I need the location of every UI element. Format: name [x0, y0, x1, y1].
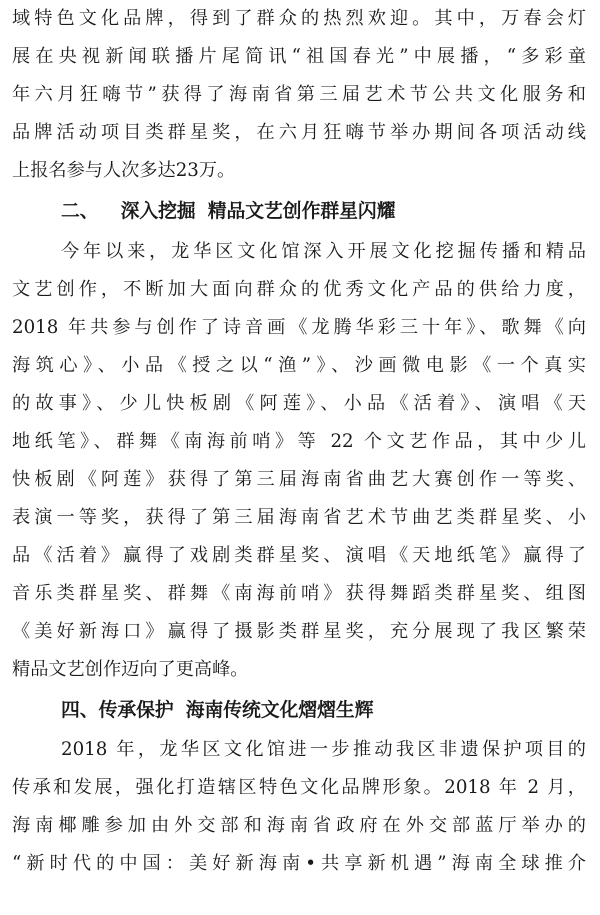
paragraph-2-line-12: 精品文艺创作迈向了更高峰。 — [12, 659, 249, 680]
paragraph-2-line-1: 今年以来，龙华区文化馆深入开展文化挖掘传播和精品 — [61, 241, 586, 262]
paragraph-2-line-7: 快板剧《阿莲》获得了第三届海南省曲艺大赛创作一等奖、 — [12, 469, 586, 490]
paragraph-3-line-3: 海南椰雕参加由外交部和海南省政府在外交部蓝厅举办的 — [12, 815, 586, 836]
paragraph-3-line-4: “新时代的中国：美好新海南•共享新机遇”海南全球推介 — [12, 853, 586, 874]
section-4-title-part-a: 传承保护 — [98, 700, 174, 721]
paragraph-1-line-5: 上报名参与人次多达23万。 — [12, 160, 236, 181]
paragraph-2-line-4: 海筑心》、小品《授之以“渔”》、沙画微电影《一个真实 — [12, 355, 586, 376]
paragraph-1-line-2: 展在央视新闻联播片尾简讯“祖国春光”中展播，“多彩童 — [12, 46, 586, 67]
paragraph-2-line-6: 地纸笔》、群舞《南海前哨》等 22 个文艺作品，其中少儿 — [12, 431, 586, 452]
paragraph-2-line-8: 表演一等奖，获得了第三届海南省艺术节曲艺类群星奖、小 — [12, 507, 586, 528]
paragraph-3-line-1: 2018 年，龙华区文化馆进一步推动我区非遗保护项目的 — [61, 739, 586, 760]
paragraph-1-line-3: 年六月狂嗨节”获得了海南省第三届艺术节公共文化服务和 — [12, 84, 586, 105]
paragraph-3-line-2: 传承和发展，强化打造辖区特色文化品牌形象。2018 年 2 月， — [12, 777, 586, 798]
paragraph-2-line-9: 品《活着》赢得了戏剧类群星奖、演唱《天地纸笔》赢得了 — [12, 545, 586, 566]
section-4-heading — [0, 692, 586, 729]
paragraph-2-line-3: 2018 年共参与创作了诗音画《龙腾华彩三十年》、歌舞《向 — [12, 317, 586, 338]
paragraph-1-line-4: 品牌活动项目类群星奖，在六月狂嗨节举办期间各项活动线 — [12, 122, 586, 143]
section-2-title-part-a: 深入挖掘 — [120, 201, 196, 222]
paragraph-2-line-2: 文艺创作，不断加大面向群众的优秀文化产品的供给力度， — [12, 279, 586, 300]
section-4-number: 四、 — [61, 700, 99, 721]
section-4-title-part-b: 海南传统文化熠熠生辉 — [185, 700, 374, 721]
section-2-title-part-b: 精品文艺创作群星闪耀 — [207, 201, 396, 222]
section-2-number: 二、 — [61, 201, 99, 222]
section-2-heading — [0, 193, 586, 230]
paragraph-2-line-5: 的故事》、少儿快板剧《阿莲》、小品《活着》、演唱《天 — [12, 393, 586, 414]
paragraph-2-line-10: 音乐类群星奖、群舞《南海前哨》获得舞蹈类群星奖、组图 — [12, 583, 586, 604]
paragraph-2-line-11: 《美好新海口》赢得了摄影类群星奖，充分展现了我区繁荣 — [12, 621, 586, 642]
paragraph-1-line-1: 域特色文化品牌，得到了群众的热烈欢迎。其中，万春会灯 — [12, 8, 586, 29]
